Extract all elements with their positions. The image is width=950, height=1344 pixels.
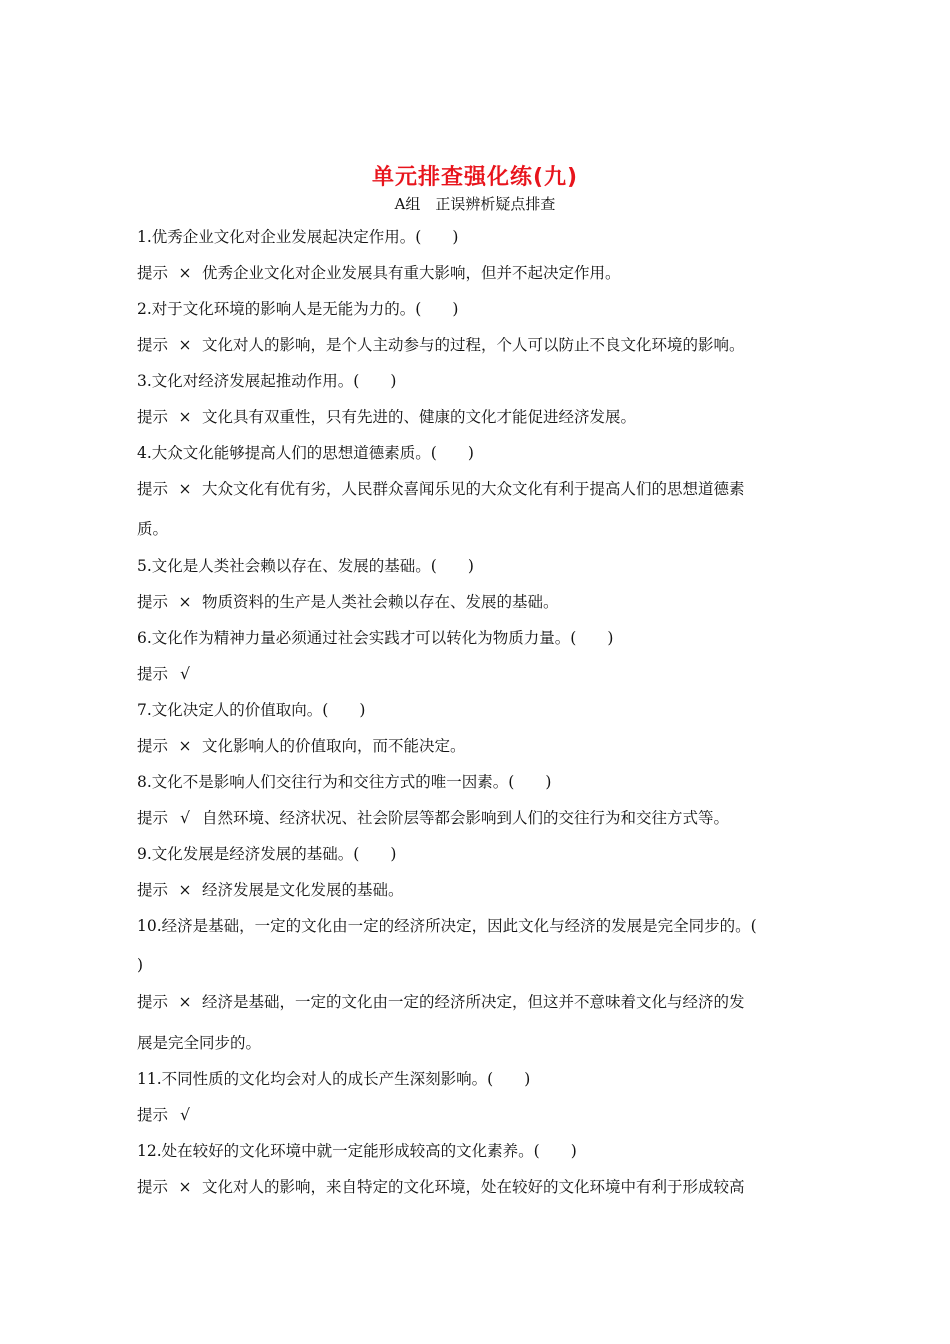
hint-label: 提示 <box>137 665 169 683</box>
cross-mark: × <box>178 264 192 282</box>
cross-mark: × <box>178 737 192 755</box>
cross-mark: × <box>178 593 192 611</box>
check-mark: √ <box>180 809 190 827</box>
question-9: 9.文化发展是经济发展的基础。( ) <box>137 845 397 863</box>
hint-1 <box>137 263 817 283</box>
hint-10 <box>137 992 817 1012</box>
cross-mark: × <box>178 408 192 426</box>
hint-label: 提示 <box>137 264 169 282</box>
hint-text: 物质资料的生产是人类社会赖以存在、发展的基础。 <box>202 593 559 611</box>
hint-label: 提示 <box>137 336 169 354</box>
question-2: 2.对于文化环境的影响人是无能为力的。( ) <box>137 300 459 318</box>
hint-label: 提示 <box>137 737 169 755</box>
hint-label: 提示 <box>137 809 169 827</box>
hint-3 <box>137 407 817 427</box>
question-1: 1.优秀企业文化对企业发展起决定作用。( ) <box>137 228 459 246</box>
hint-label: 提示 <box>137 1106 169 1124</box>
question-10: 10.经济是基础，一定的文化由一定的经济所决定，因此文化与经济的发展是完全同步的。( <box>137 917 757 935</box>
hint-5 <box>137 592 817 612</box>
section-subtitle: A组 正误辨析疑点排查 <box>394 195 556 213</box>
question-3: 3.文化对经济发展起推动作用。( ) <box>137 372 397 390</box>
question-11: 11.不同性质的文化均会对人的成长产生深刻影响。( ) <box>137 1070 531 1088</box>
hint-text: 优秀企业文化对企业发展具有重大影响，但并不起决定作用。 <box>202 264 621 282</box>
hint-label: 提示 <box>137 1178 169 1196</box>
cross-mark: × <box>178 881 192 899</box>
question-4: 4.大众文化能够提高人们的思想道德素质。( ) <box>137 444 474 462</box>
hint-label: 提示 <box>137 593 169 611</box>
question-8: 8.文化不是影响人们交往行为和交往方式的唯一因素。( ) <box>137 773 552 791</box>
question-6: 6.文化作为精神力量必须通过社会实践才可以转化为物质力量。( ) <box>137 629 614 647</box>
hint-label: 提示 <box>137 993 169 1011</box>
hint-text: 大众文化有优有劣，人民群众喜闻乐见的大众文化有利于提高人们的思想道德素 <box>202 480 745 498</box>
question-5: 5.文化是人类社会赖以存在、发展的基础。( ) <box>137 557 474 575</box>
hint-text: 文化具有双重性，只有先进的、健康的文化才能促进经济发展。 <box>202 408 637 426</box>
cross-mark: × <box>178 1178 192 1196</box>
hint-text: 文化影响人的价值取向，而不能决定。 <box>202 737 466 755</box>
hint-text: 文化对人的影响，是个人主动参与的过程，个人可以防止不良文化环境的影响。 <box>202 336 745 354</box>
cross-mark: × <box>178 993 192 1011</box>
hint-text: 自然环境、经济状况、社会阶层等都会影响到人们的交往行为和交往方式等。 <box>202 809 730 827</box>
hint-7 <box>137 736 817 756</box>
check-mark: √ <box>180 665 190 683</box>
hint-10-continued: 展是完全同步的。 <box>137 1034 262 1052</box>
question-12: 12.处在较好的文化环境中就一定能形成较高的文化素养。( ) <box>137 1142 577 1160</box>
hint-11 <box>137 1105 817 1125</box>
hint-text: 文化对人的影响，来自特定的文化环境，处在较好的文化环境中有利于形成较高 <box>202 1178 745 1196</box>
hint-text: 经济发展是文化发展的基础。 <box>202 881 404 899</box>
page-title: 单元排查强化练(九) <box>371 165 579 190</box>
question-10-continued: ) <box>137 956 144 974</box>
cross-mark: × <box>178 336 192 354</box>
hint-4 <box>137 479 817 499</box>
hint-6 <box>137 664 817 684</box>
check-mark: √ <box>180 1106 190 1124</box>
hint-label: 提示 <box>137 881 169 899</box>
hint-8 <box>137 808 817 828</box>
question-7: 7.文化决定人的价值取向。( ) <box>137 701 366 719</box>
hint-4-continued: 质。 <box>137 520 169 538</box>
hint-label: 提示 <box>137 408 169 426</box>
hint-label: 提示 <box>137 480 169 498</box>
hint-9 <box>137 880 817 900</box>
hint-12 <box>137 1177 817 1197</box>
hint-2 <box>137 335 817 355</box>
hint-text: 经济是基础，一定的文化由一定的经济所决定，但这并不意味着文化与经济的发 <box>202 993 745 1011</box>
cross-mark: × <box>178 480 192 498</box>
